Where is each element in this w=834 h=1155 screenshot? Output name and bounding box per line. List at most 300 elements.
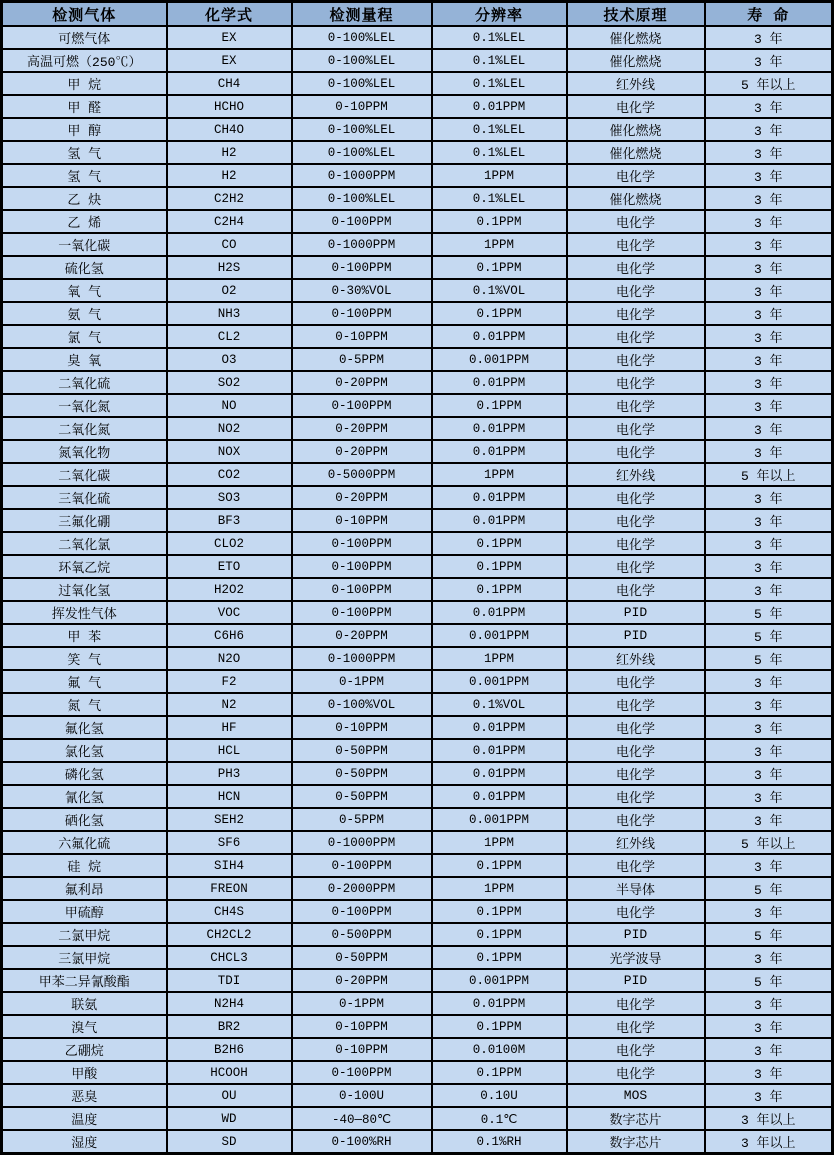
table-cell: MOS: [567, 1084, 705, 1107]
table-row: [2, 601, 833, 624]
table-cell: 0.1PPM: [432, 302, 567, 325]
table-cell: H2: [167, 164, 292, 187]
table-cell: 0-100PPM: [292, 256, 432, 279]
table-cell: 3 年: [705, 440, 833, 463]
table-cell: 溴气: [2, 1015, 167, 1038]
table-cell: 红外线: [567, 72, 705, 95]
table-cell: NO2: [167, 417, 292, 440]
table-cell: 0-100%LEL: [292, 118, 432, 141]
table-cell: 0-20PPM: [292, 624, 432, 647]
table-row: [2, 716, 833, 739]
table-cell: 三氟化硼: [2, 509, 167, 532]
table-cell: HCHO: [167, 95, 292, 118]
table-cell: 甲 醛: [2, 95, 167, 118]
table-cell: 3 年: [705, 854, 833, 877]
table-cell: 0-5PPM: [292, 808, 432, 831]
col-header-detection-range: 检测量程: [292, 2, 432, 27]
table-cell: HCL: [167, 739, 292, 762]
table-row: [2, 1015, 833, 1038]
table-cell: 电化学: [567, 578, 705, 601]
table-row: [2, 1038, 833, 1061]
table-cell: 联氨: [2, 992, 167, 1015]
table-cell: 0.1PPM: [432, 394, 567, 417]
table-cell: 0-100PPM: [292, 601, 432, 624]
table-cell: H2S: [167, 256, 292, 279]
table-cell: 甲硫醇: [2, 900, 167, 923]
table-cell: 0-5PPM: [292, 348, 432, 371]
table-cell: 0.1%VOL: [432, 693, 567, 716]
table-cell: NOX: [167, 440, 292, 463]
table-cell: CH4: [167, 72, 292, 95]
table-cell: 3 年以上: [705, 1130, 833, 1154]
table-cell: 电化学: [567, 900, 705, 923]
table-cell: 电化学: [567, 854, 705, 877]
table-cell: 0.1℃: [432, 1107, 567, 1130]
table-row: [2, 187, 833, 210]
table-body: [2, 26, 833, 1154]
col-header-resolution: 分辨率: [432, 2, 567, 27]
table-cell: 甲酸: [2, 1061, 167, 1084]
table-cell: 0.001PPM: [432, 808, 567, 831]
table-cell: SO3: [167, 486, 292, 509]
table-cell: H2: [167, 141, 292, 164]
table-cell: 电化学: [567, 486, 705, 509]
table-cell: 0-100%LEL: [292, 72, 432, 95]
table-cell: 氟 气: [2, 670, 167, 693]
table-cell: 过氧化氢: [2, 578, 167, 601]
table-cell: 二氧化硫: [2, 371, 167, 394]
table-cell: CO: [167, 233, 292, 256]
table-cell: 0-10PPM: [292, 716, 432, 739]
table-cell: BR2: [167, 1015, 292, 1038]
table-cell: 乙硼烷: [2, 1038, 167, 1061]
table-cell: 3 年: [705, 693, 833, 716]
table-cell: F2: [167, 670, 292, 693]
table-cell: 氢 气: [2, 164, 167, 187]
table-cell: 1PPM: [432, 647, 567, 670]
table-cell: 0-50PPM: [292, 946, 432, 969]
table-cell: 电化学: [567, 348, 705, 371]
table-cell: 0.1%LEL: [432, 49, 567, 72]
table-cell: CL2: [167, 325, 292, 348]
col-header-technology: 技术原理: [567, 2, 705, 27]
table-cell: TDI: [167, 969, 292, 992]
table-cell: CO2: [167, 463, 292, 486]
table-cell: 电化学: [567, 716, 705, 739]
table-cell: 电化学: [567, 509, 705, 532]
table-cell: 臭 氧: [2, 348, 167, 371]
table-cell: 氮 气: [2, 693, 167, 716]
table-row: [2, 394, 833, 417]
table-cell: 3 年: [705, 992, 833, 1015]
table-cell: 硫化氢: [2, 256, 167, 279]
table-cell: 3 年: [705, 1061, 833, 1084]
table-cell: 0-1000PPM: [292, 164, 432, 187]
table-cell: 笑 气: [2, 647, 167, 670]
table-cell: -40—80℃: [292, 1107, 432, 1130]
table-cell: O3: [167, 348, 292, 371]
table-cell: 0.01PPM: [432, 440, 567, 463]
table-cell: 0.1PPM: [432, 900, 567, 923]
table-cell: 0-100%VOL: [292, 693, 432, 716]
table-cell: C2H4: [167, 210, 292, 233]
table-row: [2, 992, 833, 1015]
table-cell: 0-10PPM: [292, 95, 432, 118]
table-cell: 0.01PPM: [432, 509, 567, 532]
table-cell: 0-1000PPM: [292, 647, 432, 670]
table-cell: 电化学: [567, 325, 705, 348]
table-cell: 0.01PPM: [432, 992, 567, 1015]
table-cell: N2O: [167, 647, 292, 670]
table-cell: 5 年: [705, 923, 833, 946]
table-cell: 3 年: [705, 49, 833, 72]
table-cell: 0.01PPM: [432, 371, 567, 394]
table-cell: 催化燃烧: [567, 118, 705, 141]
table-cell: 电化学: [567, 210, 705, 233]
table-cell: 电化学: [567, 164, 705, 187]
table-cell: 3 年: [705, 210, 833, 233]
table-cell: 氯 气: [2, 325, 167, 348]
table-cell: 氮氧化物: [2, 440, 167, 463]
table-row: [2, 348, 833, 371]
table-cell: 0-100PPM: [292, 900, 432, 923]
table-cell: 3 年: [705, 762, 833, 785]
table-cell: 氢 气: [2, 141, 167, 164]
table-cell: 二氧化氯: [2, 532, 167, 555]
table-cell: 0-20PPM: [292, 486, 432, 509]
table-cell: 0.1PPM: [432, 256, 567, 279]
table-cell: 5 年: [705, 624, 833, 647]
table-cell: 二氧化碳: [2, 463, 167, 486]
table-cell: 3 年以上: [705, 1107, 833, 1130]
table-cell: 3 年: [705, 394, 833, 417]
table-cell: 三氯甲烷: [2, 946, 167, 969]
table-row: [2, 233, 833, 256]
table-cell: 5 年以上: [705, 831, 833, 854]
table-cell: PID: [567, 969, 705, 992]
table-cell: 0-100U: [292, 1084, 432, 1107]
table-cell: 3 年: [705, 1015, 833, 1038]
header-row: [2, 2, 833, 27]
table-cell: 0-50PPM: [292, 739, 432, 762]
table-cell: EX: [167, 49, 292, 72]
table-cell: 甲苯二异氰酸酯: [2, 969, 167, 992]
table-cell: 高温可燃（250℃）: [2, 49, 167, 72]
table-cell: 湿度: [2, 1130, 167, 1154]
table-cell: OU: [167, 1084, 292, 1107]
table-cell: BF3: [167, 509, 292, 532]
table-cell: B2H6: [167, 1038, 292, 1061]
table-cell: 0.1PPM: [432, 532, 567, 555]
table-cell: 0.1PPM: [432, 210, 567, 233]
table-cell: 0.1PPM: [432, 555, 567, 578]
table-cell: 红外线: [567, 831, 705, 854]
table-cell: 数字芯片: [567, 1107, 705, 1130]
table-cell: 0.1%RH: [432, 1130, 567, 1154]
table-cell: 环氧乙烷: [2, 555, 167, 578]
table-cell: 0.1PPM: [432, 578, 567, 601]
table-row: [2, 141, 833, 164]
table-row: [2, 1084, 833, 1107]
table-row: [2, 1130, 833, 1154]
table-cell: 电化学: [567, 279, 705, 302]
table-row: [2, 532, 833, 555]
table-cell: 0-100PPM: [292, 1061, 432, 1084]
table-cell: 1PPM: [432, 831, 567, 854]
table-cell: EX: [167, 26, 292, 49]
table-row: [2, 808, 833, 831]
table-cell: 电化学: [567, 785, 705, 808]
table-cell: 0-1000PPM: [292, 831, 432, 854]
table-cell: 温度: [2, 1107, 167, 1130]
table-cell: N2: [167, 693, 292, 716]
table-cell: 氯化氢: [2, 739, 167, 762]
table-row: [2, 785, 833, 808]
table-row: [2, 325, 833, 348]
table-cell: 3 年: [705, 118, 833, 141]
table-cell: 0-100%LEL: [292, 49, 432, 72]
table-cell: 3 年: [705, 785, 833, 808]
table-cell: 0-100PPM: [292, 394, 432, 417]
table-cell: 0.01PPM: [432, 417, 567, 440]
table-row: [2, 463, 833, 486]
table-cell: 六氟化硫: [2, 831, 167, 854]
table-cell: CH2CL2: [167, 923, 292, 946]
table-cell: 0-10PPM: [292, 325, 432, 348]
table-cell: 红外线: [567, 463, 705, 486]
table-cell: 0.1PPM: [432, 923, 567, 946]
table-cell: 电化学: [567, 693, 705, 716]
table-cell: PID: [567, 923, 705, 946]
table-row: [2, 371, 833, 394]
table-cell: 0.01PPM: [432, 785, 567, 808]
table-cell: 3 年: [705, 187, 833, 210]
table-cell: 电化学: [567, 233, 705, 256]
table-row: [2, 670, 833, 693]
table-cell: 0-20PPM: [292, 969, 432, 992]
table-row: [2, 900, 833, 923]
table-cell: 0-100PPM: [292, 578, 432, 601]
table-cell: 一氧化氮: [2, 394, 167, 417]
table-cell: 电化学: [567, 302, 705, 325]
table-cell: 0-100%LEL: [292, 141, 432, 164]
table-cell: 0.1%LEL: [432, 141, 567, 164]
table-cell: 3 年: [705, 1084, 833, 1107]
table-cell: 0-100PPM: [292, 302, 432, 325]
table-cell: 催化燃烧: [567, 141, 705, 164]
table-cell: CH4O: [167, 118, 292, 141]
table-cell: N2H4: [167, 992, 292, 1015]
table-cell: 二氯甲烷: [2, 923, 167, 946]
table-row: [2, 49, 833, 72]
table-cell: 催化燃烧: [567, 49, 705, 72]
table-row: [2, 72, 833, 95]
table-cell: 0.0100M: [432, 1038, 567, 1061]
table-cell: 0.001PPM: [432, 670, 567, 693]
table-cell: C2H2: [167, 187, 292, 210]
table-cell: NO: [167, 394, 292, 417]
table-cell: 1PPM: [432, 164, 567, 187]
table-cell: 电化学: [567, 371, 705, 394]
table-cell: 电化学: [567, 762, 705, 785]
table-cell: 1PPM: [432, 877, 567, 900]
table-cell: 3 年: [705, 164, 833, 187]
table-cell: 3 年: [705, 555, 833, 578]
table-cell: 0.01PPM: [432, 325, 567, 348]
table-row: [2, 302, 833, 325]
table-row: [2, 946, 833, 969]
table-cell: 0.1PPM: [432, 946, 567, 969]
table-cell: SF6: [167, 831, 292, 854]
table-cell: 1PPM: [432, 463, 567, 486]
table-cell: CH4S: [167, 900, 292, 923]
table-cell: 0-100PPM: [292, 210, 432, 233]
table-cell: 氨 气: [2, 302, 167, 325]
table-cell: 5 年: [705, 601, 833, 624]
table-cell: 催化燃烧: [567, 26, 705, 49]
table-cell: 氰化氢: [2, 785, 167, 808]
table-cell: 0-30%VOL: [292, 279, 432, 302]
table-row: [2, 118, 833, 141]
table-cell: 乙 炔: [2, 187, 167, 210]
table-cell: 电化学: [567, 95, 705, 118]
table-cell: 甲 烷: [2, 72, 167, 95]
table-cell: WD: [167, 1107, 292, 1130]
table-cell: 0-1000PPM: [292, 233, 432, 256]
table-cell: 挥发性气体: [2, 601, 167, 624]
table-cell: 电化学: [567, 532, 705, 555]
table-cell: 0-5000PPM: [292, 463, 432, 486]
table-cell: 0-500PPM: [292, 923, 432, 946]
table-row: [2, 877, 833, 900]
table-cell: FREON: [167, 877, 292, 900]
table-cell: 0.1%LEL: [432, 187, 567, 210]
table-row: [2, 486, 833, 509]
table-cell: 乙 烯: [2, 210, 167, 233]
table-cell: 3 年: [705, 486, 833, 509]
table-row: [2, 417, 833, 440]
table-cell: 3 年: [705, 233, 833, 256]
table-cell: 0.001PPM: [432, 969, 567, 992]
table-cell: 0-100PPM: [292, 555, 432, 578]
table-cell: 0.1%LEL: [432, 118, 567, 141]
table-cell: 3 年: [705, 509, 833, 532]
table-cell: O2: [167, 279, 292, 302]
table-cell: 催化燃烧: [567, 187, 705, 210]
col-header-lifespan: 寿 命: [705, 2, 833, 27]
table-cell: 3 年: [705, 670, 833, 693]
table-cell: 3 年: [705, 808, 833, 831]
table-cell: 3 年: [705, 371, 833, 394]
table-row: [2, 256, 833, 279]
table-cell: 3 年: [705, 279, 833, 302]
table-cell: 0.10U: [432, 1084, 567, 1107]
table-cell: 5 年: [705, 877, 833, 900]
table-cell: 0-100%LEL: [292, 26, 432, 49]
table-cell: 电化学: [567, 417, 705, 440]
table-cell: 3 年: [705, 716, 833, 739]
table-cell: 0-10PPM: [292, 509, 432, 532]
table-cell: 电化学: [567, 670, 705, 693]
table-cell: 3 年: [705, 95, 833, 118]
table-cell: 0.001PPM: [432, 624, 567, 647]
table-row: [2, 762, 833, 785]
table-cell: 3 年: [705, 417, 833, 440]
table-cell: SO2: [167, 371, 292, 394]
table-cell: 3 年: [705, 1038, 833, 1061]
table-cell: 0.001PPM: [432, 348, 567, 371]
table-cell: 0-20PPM: [292, 371, 432, 394]
table-row: [2, 854, 833, 877]
table-cell: 0-50PPM: [292, 762, 432, 785]
table-cell: 电化学: [567, 1015, 705, 1038]
table-cell: 0-100PPM: [292, 854, 432, 877]
table-row: [2, 1107, 833, 1130]
table-cell: 氟利昂: [2, 877, 167, 900]
table-cell: 一氧化碳: [2, 233, 167, 256]
table-cell: 3 年: [705, 900, 833, 923]
table-row: [2, 279, 833, 302]
table-cell: PID: [567, 601, 705, 624]
table-cell: 3 年: [705, 141, 833, 164]
table-cell: 磷化氢: [2, 762, 167, 785]
table-cell: 0-1PPM: [292, 992, 432, 1015]
table-cell: 5 年: [705, 647, 833, 670]
table-cell: 0.1%VOL: [432, 279, 567, 302]
table-cell: 0.1%LEL: [432, 26, 567, 49]
table-cell: 半导体: [567, 877, 705, 900]
table-cell: C6H6: [167, 624, 292, 647]
table-cell: 0.01PPM: [432, 716, 567, 739]
table-cell: 电化学: [567, 1038, 705, 1061]
table-cell: 红外线: [567, 647, 705, 670]
table-cell: 甲 醇: [2, 118, 167, 141]
table-row: [2, 26, 833, 49]
table-cell: 5 年以上: [705, 463, 833, 486]
table-cell: SEH2: [167, 808, 292, 831]
table-cell: 0-10PPM: [292, 1038, 432, 1061]
table-cell: 5 年以上: [705, 72, 833, 95]
table-cell: 0-100%RH: [292, 1130, 432, 1154]
table-row: [2, 647, 833, 670]
table-cell: 二氧化氮: [2, 417, 167, 440]
table-cell: SD: [167, 1130, 292, 1154]
table-cell: 0-20PPM: [292, 417, 432, 440]
table-cell: 0.01PPM: [432, 601, 567, 624]
table-cell: 3 年: [705, 256, 833, 279]
table-cell: PH3: [167, 762, 292, 785]
table-cell: 3 年: [705, 578, 833, 601]
table-cell: 氟化氢: [2, 716, 167, 739]
table-cell: 3 年: [705, 26, 833, 49]
table-cell: HF: [167, 716, 292, 739]
table-row: [2, 923, 833, 946]
table-row: [2, 739, 833, 762]
table-cell: 光学波导: [567, 946, 705, 969]
table-cell: 3 年: [705, 302, 833, 325]
table-cell: 3 年: [705, 739, 833, 762]
table-cell: 0.01PPM: [432, 486, 567, 509]
table-row: [2, 1061, 833, 1084]
table-cell: 0-10PPM: [292, 1015, 432, 1038]
table-cell: 0.1%LEL: [432, 72, 567, 95]
table-row: [2, 693, 833, 716]
table-cell: 恶臭: [2, 1084, 167, 1107]
table-cell: 0.1PPM: [432, 854, 567, 877]
table-cell: 电化学: [567, 555, 705, 578]
table-row: [2, 831, 833, 854]
table-cell: NH3: [167, 302, 292, 325]
